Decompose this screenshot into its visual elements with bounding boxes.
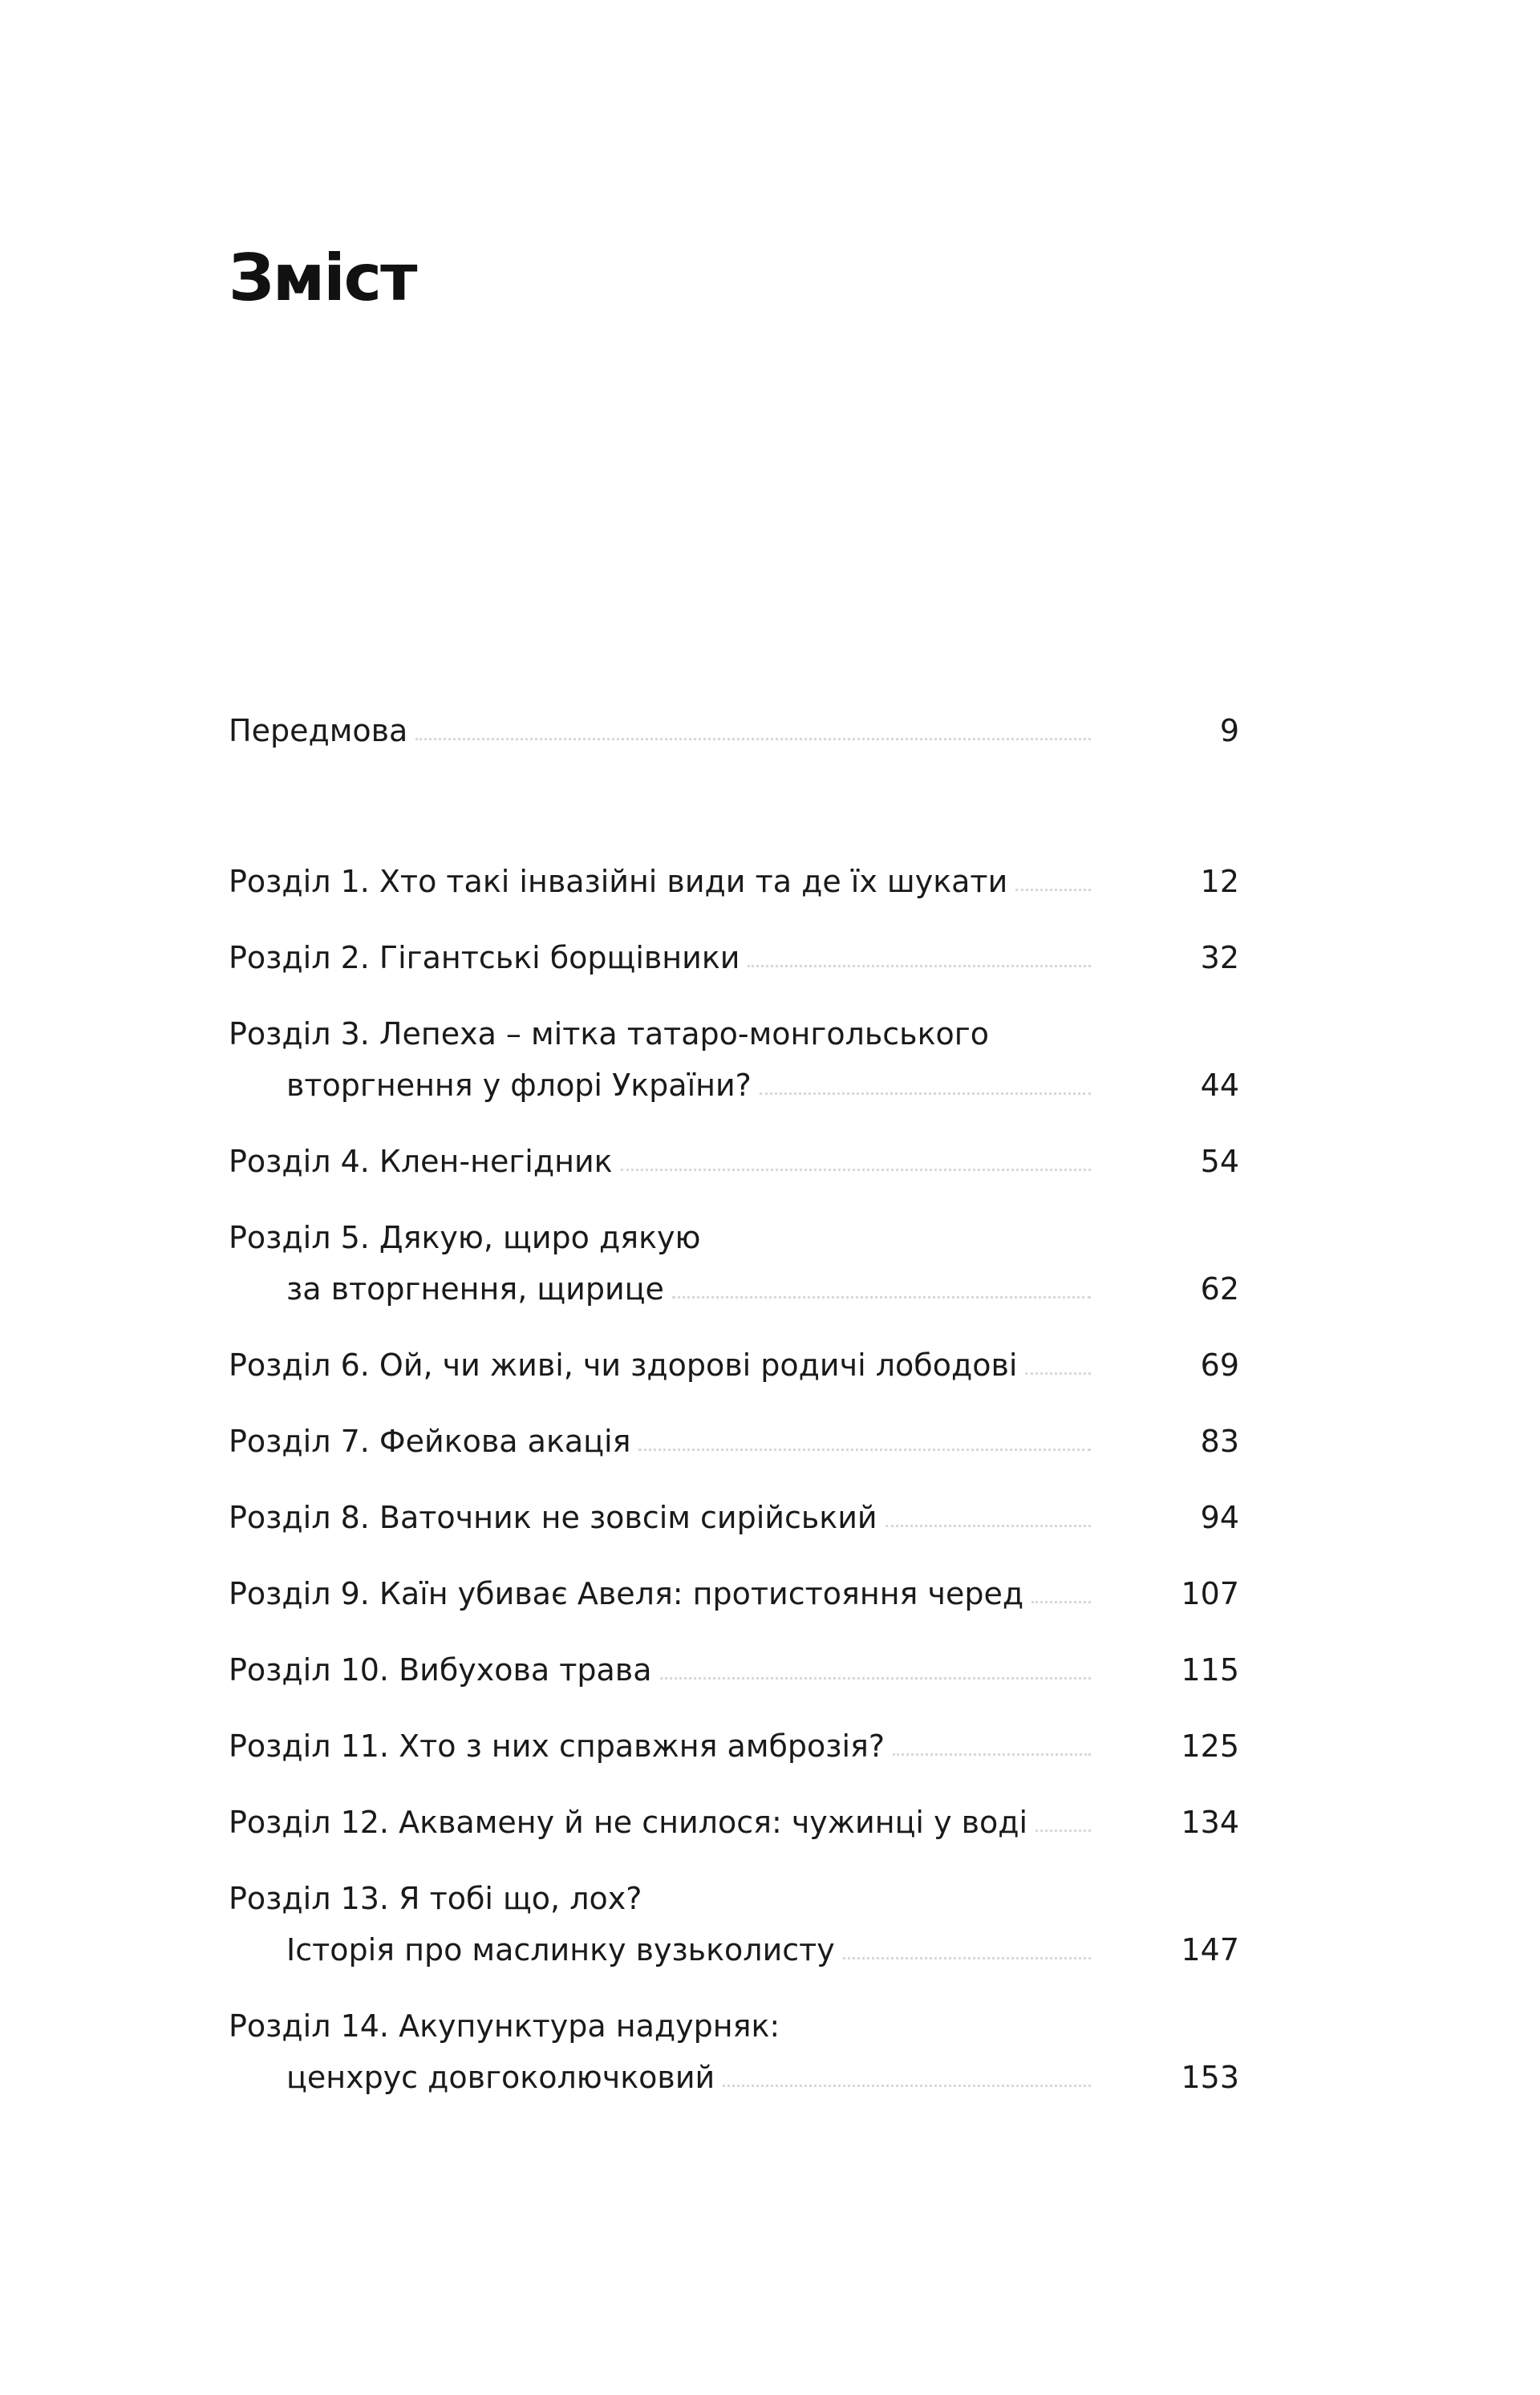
toc-entry-title: Розділ 4. Клен-негідник (229, 1144, 613, 1179)
toc-entry-title: ценхрус довгоколючковий (286, 2060, 715, 2095)
toc-entry-title: Розділ 14. Акупунктура надурняк: (229, 2008, 780, 2044)
toc-entry-title: Передмова (229, 713, 408, 748)
page-number: 115 (1181, 1652, 1239, 1688)
toc-entry-title: Розділ 13. Я тобі що, лох? (229, 1881, 642, 1916)
toc-entry-title: Розділ 11. Хто з них справжня амброзія? (229, 1728, 886, 1764)
dot-leader (893, 1753, 1091, 1756)
toc-entry-title: Розділ 6. Ой, чи живі, чи здорові родичі лободові (229, 1347, 1018, 1383)
dot-leader (1031, 1601, 1091, 1603)
page-number: 125 (1181, 1728, 1239, 1764)
toc-entry-title: Розділ 9. Каїн убиває Авеля: протистояння черед (229, 1576, 1024, 1611)
page-number: 107 (1181, 1576, 1239, 1611)
dot-leader (1035, 1830, 1091, 1832)
dot-leader (886, 1525, 1091, 1527)
page-number: 153 (1181, 2060, 1239, 2095)
toc-entry-title: Розділ 1. Хто такі інвазійні види та де їх шукати (229, 864, 1008, 899)
page-number: 9 (1219, 713, 1239, 748)
toc-entry-title: вторгнення у флорі України? (286, 1068, 752, 1103)
toc-entry-title: Розділ 8. Ваточник не зовсім сирійський (229, 1500, 877, 1535)
page-number: 12 (1200, 864, 1239, 899)
page-number: 94 (1200, 1500, 1239, 1535)
toc-entry-title: Розділ 3. Лепеха – мітка татаро-монгольського (229, 1016, 989, 1052)
dot-leader (1025, 1372, 1091, 1375)
toc-entry-title: Розділ 7. Фейкова акація (229, 1424, 631, 1459)
toc-entry-title: Розділ 12. Аквамену й не снилося: чужинці у воді (229, 1805, 1028, 1840)
page-number: 44 (1200, 1068, 1239, 1103)
page-number: 54 (1200, 1144, 1239, 1179)
dot-leader (843, 1957, 1091, 1959)
dot-leader (415, 738, 1091, 740)
dot-leader (621, 1169, 1091, 1171)
dot-leader (748, 965, 1091, 967)
toc-entry-title: за вторгнення, щирице (286, 1271, 664, 1307)
page-number: 134 (1181, 1805, 1239, 1840)
toc-entry-title: Розділ 5. Дякую, щиро дякую (229, 1220, 701, 1255)
page-number: 32 (1200, 940, 1239, 975)
dot-leader (638, 1449, 1091, 1451)
dot-leader (660, 1677, 1091, 1680)
page-number: 62 (1200, 1271, 1239, 1307)
page-number: 69 (1200, 1347, 1239, 1383)
toc-entry-title: Історія про маслинку вузьколисту (286, 1932, 835, 1967)
toc-entry-title: Розділ 10. Вибухова трава (229, 1652, 652, 1688)
dot-leader (1015, 889, 1091, 891)
page-title: Зміст (229, 241, 416, 315)
dot-leader (723, 2085, 1091, 2087)
dot-leader (672, 1296, 1091, 1299)
page-number: 83 (1200, 1424, 1239, 1459)
dot-leader (760, 1092, 1091, 1095)
page-number: 147 (1181, 1932, 1239, 1967)
toc-entry-title: Розділ 2. Гігантські борщівники (229, 940, 740, 975)
